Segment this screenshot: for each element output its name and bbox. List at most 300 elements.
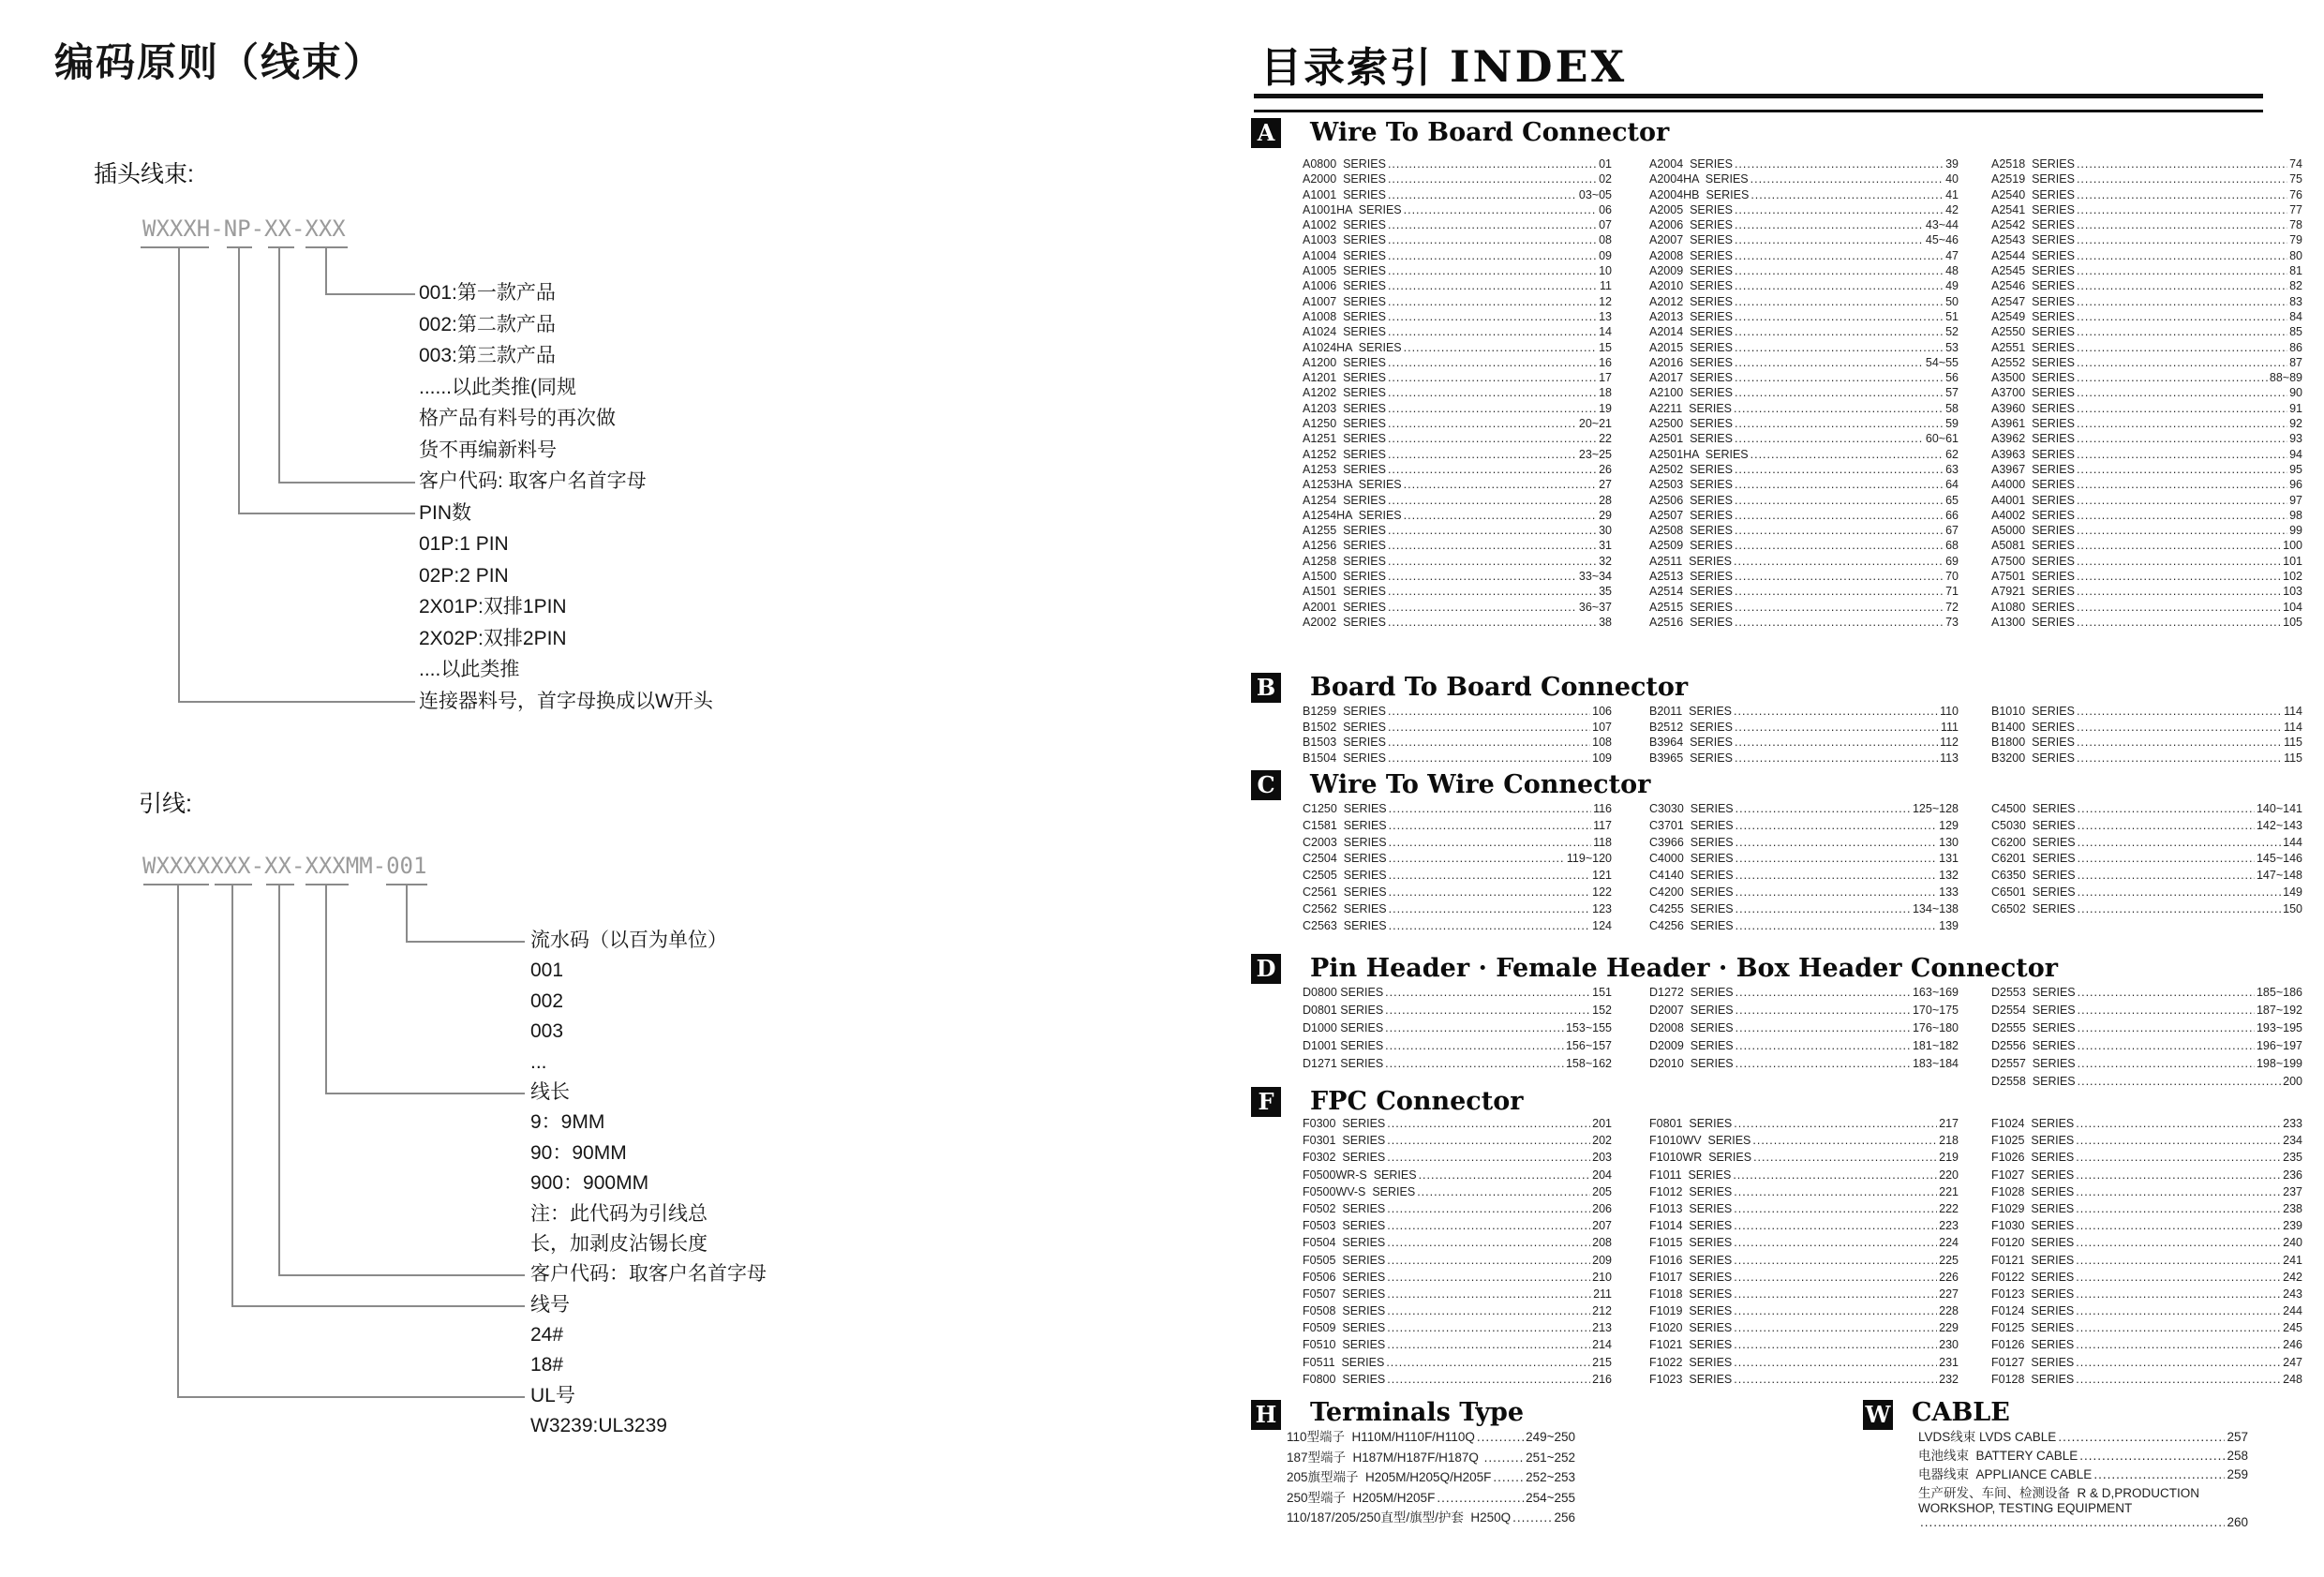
index-entry	[1649, 478, 1959, 493]
index-entry	[1649, 279, 1959, 294]
index-entry	[1918, 1445, 2248, 1464]
page-number: 28	[1599, 493, 1612, 507]
index-entry	[1991, 1039, 2302, 1057]
leader-dots	[1734, 1373, 1937, 1386]
series-label: F1013 SERIES	[1649, 1201, 1733, 1215]
series-label: A1080 SERIES	[1991, 600, 2075, 614]
leader-dots	[1734, 1287, 1937, 1301]
series-label: B1800 SERIES	[1991, 736, 2075, 750]
leader-dots	[1734, 1185, 1937, 1198]
leader-dots	[2077, 601, 2281, 614]
page-number: 228	[1939, 1304, 1959, 1318]
series-label: D2007 SERIES	[1649, 1004, 1734, 1017]
index-entry	[1303, 570, 1612, 585]
index-entry	[1649, 585, 1959, 600]
series-label: C4140 SERIES	[1649, 869, 1734, 883]
leader-dots	[1404, 203, 1597, 216]
series-label: D0801 SERIES	[1303, 1004, 1384, 1017]
series-label: F1026 SERIES	[1991, 1151, 2075, 1165]
page-number: 219	[1939, 1151, 1959, 1165]
series-label: 250型端子 H205M/H205F	[1287, 1490, 1436, 1505]
index-entry	[1303, 1004, 1612, 1021]
callout-connector-line	[177, 1396, 525, 1398]
page-number: 176~180	[1912, 1021, 1959, 1034]
page-number: 75	[2289, 172, 2302, 186]
page-number: 258	[2227, 1449, 2248, 1463]
leader-dots	[2077, 417, 2287, 430]
series-label: A2017 SERIES	[1649, 371, 1733, 385]
leader-dots	[1734, 1117, 1937, 1130]
index-header	[1260, 34, 1627, 94]
page-number: 196~197	[2256, 1039, 2302, 1052]
series-label: F0508 SERIES	[1303, 1304, 1386, 1318]
page-number: 33~34	[1578, 570, 1612, 584]
section-d-badge: D	[1251, 954, 1281, 984]
page-number: 99	[2289, 524, 2302, 538]
series-label: A2013 SERIES	[1649, 309, 1733, 323]
leader-dots	[1388, 601, 1577, 614]
section-f-col3	[1991, 1117, 2302, 1390]
page-number: 242	[2283, 1270, 2302, 1284]
index-entry	[1649, 448, 1959, 463]
leader-dots	[1750, 448, 1944, 461]
leader-dots	[2077, 233, 2287, 246]
series-label: C2562 SERIES	[1303, 901, 1387, 915]
page-number: 187~192	[2256, 1004, 2302, 1017]
series-label: A2004 SERIES	[1649, 157, 1733, 171]
series-label: F1014 SERIES	[1649, 1219, 1733, 1233]
series-label: A2001 SERIES	[1303, 600, 1386, 614]
leader-dots	[1735, 249, 1944, 262]
header-double-rule	[1254, 94, 2263, 112]
series-label: F0300 SERIES	[1303, 1117, 1386, 1130]
series-label: A3500 SERIES	[1991, 371, 2075, 385]
code-underline-segment	[215, 884, 252, 885]
leader-dots	[1387, 1134, 1590, 1147]
section-h-badge: H	[1251, 1400, 1281, 1430]
series-label: A3700 SERIES	[1991, 386, 2075, 400]
page-number: 62	[1945, 447, 1959, 461]
leader-dots	[1388, 705, 1590, 718]
callout-connector-line	[406, 941, 525, 943]
callout-text: ......以此类推(同规	[419, 376, 576, 398]
page-number: 209	[1592, 1253, 1612, 1267]
index-entry	[1303, 478, 1612, 493]
page-number: 102	[2283, 570, 2302, 584]
section-c-col1	[1303, 802, 1612, 935]
page-number: 227	[1939, 1287, 1959, 1301]
leader-dots	[2078, 986, 2255, 999]
page-number: 132	[1939, 869, 1959, 883]
series-label: A1024 SERIES	[1303, 325, 1386, 339]
page-number: 84	[2289, 309, 2302, 323]
series-label: F0121 SERIES	[1991, 1253, 2075, 1267]
series-label: F0500WV-S SERIES	[1303, 1184, 1416, 1198]
series-label: F1024 SERIES	[1991, 1117, 2075, 1130]
index-entry	[1991, 1021, 2302, 1039]
series-label: F0510 SERIES	[1303, 1338, 1386, 1352]
callout-text: PIN数	[419, 501, 472, 524]
leader-dots	[1750, 172, 1944, 186]
leader-dots	[1753, 1151, 1937, 1164]
page-number: 119~120	[1566, 852, 1612, 866]
index-entry	[1303, 524, 1612, 539]
series-label: B2011 SERIES	[1649, 705, 1733, 718]
lead-code: WXXXXXXX-XX-XXXMM-001	[142, 853, 427, 879]
page-number: 156~157	[1565, 1039, 1612, 1052]
index-entry	[1303, 1373, 1612, 1390]
index-entry	[1991, 524, 2302, 539]
leader-dots	[2077, 463, 2287, 476]
leader-dots	[1735, 341, 1944, 354]
index-entry	[1991, 616, 2302, 631]
series-label: A1201 SERIES	[1303, 371, 1386, 385]
index-entry	[1303, 601, 1612, 616]
callout-connector-line	[238, 513, 415, 514]
index-entry	[1991, 432, 2302, 447]
series-label: 110/187/205/250直型/旗型/护套 H250Q	[1287, 1510, 1512, 1525]
series-label: C2561 SERIES	[1303, 885, 1387, 899]
index-entry	[1303, 836, 1612, 853]
leader-dots	[1385, 1004, 1590, 1017]
code-underline-segment	[143, 884, 209, 885]
page-number: 112	[1940, 736, 1959, 750]
page-number: 07	[1599, 218, 1612, 232]
page-number: 254~255	[1526, 1490, 1575, 1505]
series-label: A3963 SERIES	[1991, 447, 2075, 461]
index-entry	[1991, 203, 2302, 218]
callout-connector-line	[278, 885, 280, 1275]
leader-dots	[1734, 1236, 1937, 1249]
index-entry	[1303, 802, 1612, 819]
index-entry	[1303, 386, 1612, 401]
page-number: 115	[2284, 736, 2302, 750]
series-label: F0509 SERIES	[1303, 1321, 1386, 1335]
page-number: 48	[1945, 264, 1959, 278]
page-number: 206	[1592, 1201, 1612, 1215]
series-label: C6501 SERIES	[1991, 885, 2076, 899]
index-entry	[1991, 1254, 2302, 1271]
leader-dots	[2077, 188, 2287, 201]
series-label: F0507 SERIES	[1303, 1287, 1386, 1301]
index-entry	[1991, 371, 2302, 386]
series-label: A1005 SERIES	[1303, 264, 1386, 278]
index-entry	[1303, 616, 1612, 631]
index-entry	[1303, 1356, 1612, 1373]
series-label: A2552 SERIES	[1991, 355, 2075, 369]
leader-dots	[1389, 902, 1591, 915]
section-f-badge: F	[1251, 1087, 1281, 1117]
leader-dots	[2077, 751, 2282, 765]
index-entry	[1991, 402, 2302, 417]
index-entry	[1303, 157, 1612, 172]
page-number: 90	[2289, 386, 2302, 400]
page-number: 124	[1592, 918, 1612, 932]
page-number: 06	[1599, 202, 1612, 216]
series-label: A2006 SERIES	[1649, 218, 1733, 232]
leader-dots	[1493, 1470, 1524, 1484]
section-d-col1	[1303, 986, 1612, 1075]
index-entry	[1649, 852, 1959, 869]
section-a-col1	[1303, 157, 1612, 631]
leader-dots	[1735, 279, 1944, 292]
leader-dots	[1388, 570, 1577, 583]
leader-dots	[2076, 1321, 2281, 1334]
index-entry	[1649, 463, 1959, 478]
series-label: F0502 SERIES	[1303, 1201, 1386, 1215]
page-number: 94	[2289, 447, 2302, 461]
index-entry	[1991, 885, 2302, 902]
series-label: A1253 SERIES	[1303, 462, 1386, 476]
index-entry	[1991, 1004, 2302, 1021]
page-number: 224	[1939, 1236, 1959, 1250]
leader-dots	[2077, 448, 2287, 461]
leader-dots	[1733, 1168, 1937, 1182]
index-entry	[1991, 852, 2302, 869]
callout-text: 注：此代码为引线总	[530, 1202, 708, 1225]
series-label: A1200 SERIES	[1303, 355, 1386, 369]
index-entry	[1649, 417, 1959, 432]
leader-dots	[1735, 371, 1944, 384]
page-number: 103	[2283, 585, 2302, 599]
page-title: 编码原则（线束）	[54, 40, 385, 84]
index-entry	[1649, 1039, 1959, 1057]
leader-dots	[2076, 1202, 2281, 1215]
series-label: A2004HA SERIES	[1649, 172, 1749, 186]
leader-dots	[2077, 585, 2281, 598]
series-label: F0500WR-S SERIES	[1303, 1168, 1417, 1182]
index-entry	[1991, 902, 2302, 919]
page-number: 20~21	[1578, 417, 1612, 431]
index-entry	[1991, 188, 2302, 203]
series-label: A2014 SERIES	[1649, 325, 1733, 339]
series-label: C4000 SERIES	[1649, 852, 1734, 866]
series-label: F0125 SERIES	[1991, 1321, 2075, 1335]
leader-dots	[1734, 705, 1938, 718]
page-number: 92	[2289, 417, 2302, 431]
callout-text: 02P:2 PIN	[419, 564, 509, 587]
index-entry	[1303, 494, 1612, 509]
page-number: 47	[1945, 248, 1959, 262]
leader-dots	[2078, 836, 2282, 849]
leader-dots	[1388, 386, 1597, 399]
page-number: 95	[2289, 462, 2302, 476]
series-label: A2550 SERIES	[1991, 325, 2075, 339]
series-label: LVDS线束 LVDS CABLE	[1918, 1430, 2057, 1444]
section-b-title: Board To Board Connector	[1310, 673, 1689, 702]
leader-dots	[1388, 402, 1597, 415]
leader-dots	[1387, 1219, 1590, 1232]
page-number: 67	[1945, 524, 1959, 538]
series-label: C4200 SERIES	[1649, 885, 1734, 899]
index-entry	[1991, 494, 2302, 509]
leader-dots	[2078, 1039, 2255, 1052]
leader-dots	[1735, 736, 1938, 749]
leader-dots	[1735, 509, 1944, 522]
index-entry	[1303, 721, 1612, 736]
index-entry	[1303, 402, 1612, 417]
index-entry	[1991, 1219, 2302, 1236]
leader-dots	[1735, 325, 1944, 338]
leader-dots	[2077, 218, 2287, 231]
leader-dots	[2076, 1254, 2281, 1267]
page-number: 142~143	[2256, 818, 2302, 832]
series-label: 电池线束 BATTERY CABLE	[1918, 1449, 2078, 1463]
index-entry	[1287, 1447, 1575, 1467]
callout-text: 001:第一款产品	[419, 282, 556, 304]
leader-dots	[1388, 616, 1597, 629]
page-number: 208	[1592, 1236, 1612, 1250]
index-entry	[1991, 295, 2302, 310]
series-label: F1027 SERIES	[1991, 1168, 2075, 1182]
page-number: 121	[1592, 869, 1612, 883]
page-number: 40	[1945, 172, 1959, 186]
series-label: F1011 SERIES	[1649, 1168, 1732, 1182]
page-number: 210	[1592, 1270, 1612, 1284]
index-entry	[1991, 1151, 2302, 1168]
page-number: 236	[2283, 1168, 2302, 1182]
page-number: 260	[2227, 1515, 2248, 1529]
series-label: D2558 SERIES	[1991, 1075, 2076, 1088]
page-number: 234	[2283, 1134, 2302, 1148]
index-entry	[1303, 417, 1612, 432]
page-number: 64	[1945, 478, 1959, 492]
leader-dots	[1388, 555, 1597, 568]
series-label: 187型端子 H187M/H187F/H187Q	[1287, 1450, 1482, 1465]
index-entry	[1991, 218, 2302, 233]
index-entry	[1649, 402, 1959, 417]
index-entry	[1303, 1117, 1612, 1134]
page-number: 87	[2289, 355, 2302, 369]
leader-dots	[1387, 1151, 1590, 1164]
leader-dots	[2076, 1373, 2281, 1386]
index-entry	[1991, 1271, 2302, 1287]
series-label: A2544 SERIES	[1991, 248, 2075, 262]
page-number: 110	[1940, 705, 1959, 718]
page-number: 11	[1600, 279, 1612, 293]
leader-dots	[1734, 402, 1944, 415]
callout-connector-line	[325, 1093, 525, 1094]
index-entry	[1918, 1482, 2248, 1529]
index-entry	[1649, 1004, 1959, 1021]
index-entry	[1303, 203, 1612, 218]
index-entry	[1991, 555, 2302, 570]
series-label: C6200 SERIES	[1991, 835, 2076, 849]
series-label: A2007 SERIES	[1649, 233, 1733, 247]
index-entry	[1649, 705, 1959, 721]
section-h-col1	[1287, 1426, 1575, 1527]
leader-dots	[2076, 1151, 2281, 1164]
page-number: 185~186	[2256, 986, 2302, 999]
leader-dots	[1388, 585, 1597, 598]
index-entry	[1303, 279, 1612, 294]
page-number: 35	[1599, 585, 1612, 599]
leader-dots	[2076, 1304, 2281, 1317]
series-label: A7921 SERIES	[1991, 585, 2075, 599]
index-entry	[1649, 371, 1959, 386]
series-label: B1010 SERIES	[1991, 705, 2075, 718]
page-number: 211	[1593, 1287, 1612, 1301]
leader-dots	[1734, 1356, 1937, 1369]
page-number: 105	[2283, 615, 2302, 629]
index-entry	[1991, 1185, 2302, 1202]
index-entry	[1649, 819, 1959, 836]
page-number: 73	[1945, 615, 1959, 629]
page-number: 100	[2283, 539, 2302, 553]
index-entry	[1303, 310, 1612, 325]
index-entry	[1303, 172, 1612, 187]
page-number: 213	[1592, 1321, 1612, 1335]
index-entry	[1649, 1134, 1959, 1151]
page-number: 32	[1599, 554, 1612, 568]
series-label: A2002 SERIES	[1303, 615, 1386, 629]
series-label: A2100 SERIES	[1649, 386, 1733, 400]
index-entry	[1303, 1321, 1612, 1338]
section-h-title: Terminals Type	[1310, 1398, 1525, 1427]
page-number: 85	[2289, 325, 2302, 339]
page-number: 109	[1592, 751, 1612, 765]
series-label: C6350 SERIES	[1991, 869, 2076, 883]
series-label: A2506 SERIES	[1649, 493, 1733, 507]
page-number: 76	[2289, 187, 2302, 201]
index-entry	[1287, 1466, 1575, 1487]
page-number: 147~148	[2256, 869, 2302, 883]
index-entry	[1649, 157, 1959, 172]
page-number: 252~253	[1526, 1470, 1575, 1485]
leader-dots	[1388, 371, 1597, 384]
series-label: F0505 SERIES	[1303, 1253, 1386, 1267]
series-label: A2543 SERIES	[1991, 233, 2075, 247]
index-entry	[1991, 463, 2302, 478]
leader-dots	[2078, 1057, 2255, 1070]
leader-dots	[1388, 417, 1577, 430]
series-label: A2511 SERIES	[1649, 554, 1733, 568]
leader-dots	[1388, 463, 1597, 476]
series-label: A2000 SERIES	[1303, 172, 1386, 186]
page-number: 139	[1939, 918, 1959, 932]
index-title-en: INDEX	[1450, 41, 1628, 92]
index-entry	[1649, 570, 1959, 585]
leader-dots	[1736, 869, 1938, 882]
page-number: 31	[1599, 539, 1612, 553]
leader-dots	[2058, 1430, 2225, 1444]
index-entry	[1649, 836, 1959, 853]
index-entry	[1649, 218, 1959, 233]
series-label: F1019 SERIES	[1649, 1304, 1733, 1318]
leader-dots	[2076, 1168, 2281, 1182]
leader-dots	[1735, 524, 1944, 537]
page-number: 53	[1945, 340, 1959, 354]
index-entry	[1303, 509, 1612, 524]
series-label: B1503 SERIES	[1303, 736, 1386, 750]
leader-dots	[1387, 1321, 1590, 1334]
leader-dots	[2077, 157, 2287, 171]
page-number: 150	[2283, 901, 2302, 915]
page-number: 57	[1945, 386, 1959, 400]
page-number: 202	[1592, 1134, 1612, 1148]
series-label: A2513 SERIES	[1649, 570, 1733, 584]
index-entry	[1649, 919, 1959, 936]
series-label: A2010 SERIES	[1649, 279, 1733, 293]
callout-connector-line	[406, 885, 408, 942]
series-label: B3200 SERIES	[1991, 751, 2075, 765]
page-number: 238	[2283, 1201, 2302, 1215]
index-entry	[1991, 751, 2302, 767]
page-number: 10	[1599, 264, 1612, 278]
series-label: A1001 SERIES	[1303, 187, 1386, 201]
index-entry	[1991, 869, 2302, 885]
series-label: A2509 SERIES	[1649, 539, 1733, 553]
